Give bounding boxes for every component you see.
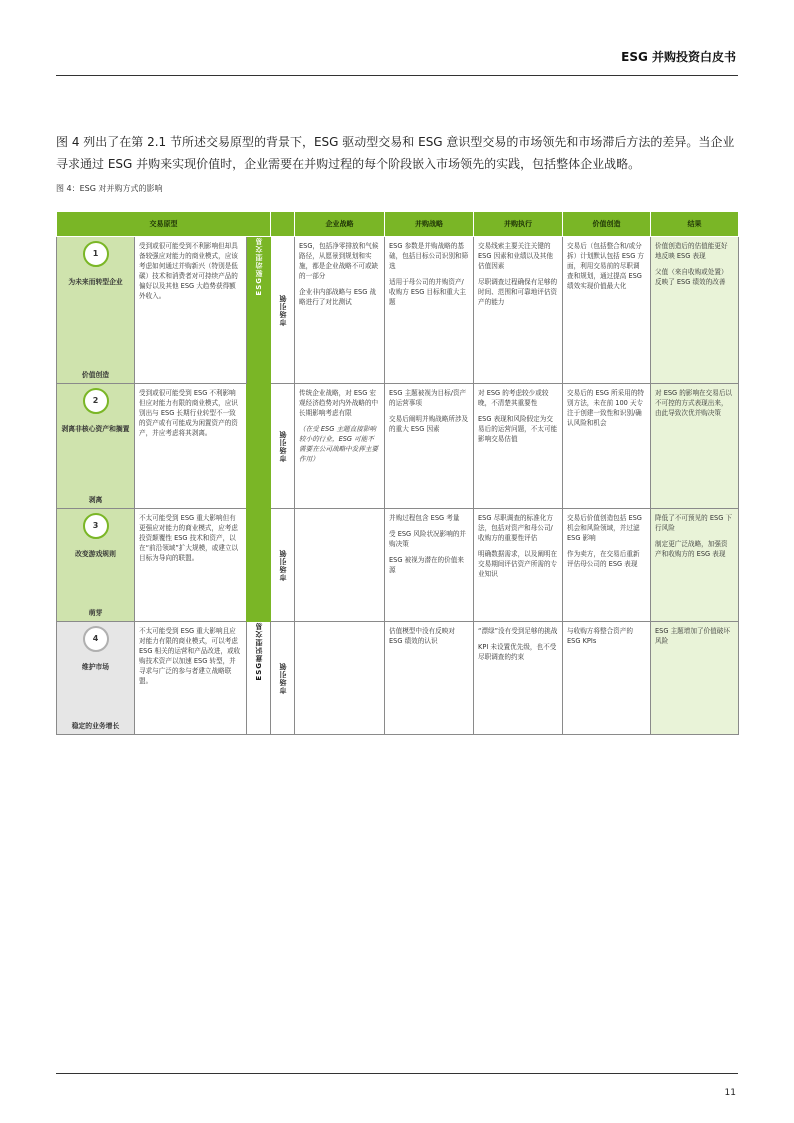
band-esg-driven	[247, 237, 271, 622]
header-archetype: 交易原型	[57, 212, 271, 237]
strategy-cell	[295, 384, 385, 509]
side-label-text: 市场引领	[278, 662, 287, 694]
strategy-cell	[295, 509, 385, 622]
cell-text: 对 ESG 的考虑较少或较晚，不清楚其重要性	[478, 389, 549, 407]
archetype-footer: 萌芽	[88, 609, 103, 617]
archetype-footer: 剥离	[88, 496, 103, 504]
side-label	[271, 237, 295, 384]
result-cell	[651, 622, 739, 735]
table-header-row	[57, 212, 739, 237]
figure-caption: 图 4：ESG 对并购方式的影响	[56, 184, 163, 193]
cell-text: 降低了不可预见的 ESG 下行风险	[655, 514, 733, 532]
archetype-cell	[57, 509, 135, 622]
archetype-number: 1	[83, 241, 109, 267]
archetype-cell	[57, 237, 135, 384]
header-ma-strategy: 并购战略	[385, 212, 474, 237]
cell-text: ESG 主题增加了价值破坏风险	[655, 627, 730, 645]
cell-text: ESG 主题被视为目标/资产的运营事项	[389, 389, 467, 407]
band-esg-aware	[247, 622, 271, 735]
archetype-name: 改变游戏规则	[75, 550, 116, 558]
header-rule	[56, 75, 738, 76]
strategy-cell	[295, 237, 385, 384]
cell-text: ESG 被视为潜在的价值来源	[389, 556, 464, 574]
band-esg-aware-label: ESG意识型交易	[254, 622, 263, 681]
ma-strategy-cell	[385, 509, 474, 622]
execution-cell	[474, 622, 563, 735]
archetype-footer: 稳定的业务增长	[71, 722, 120, 730]
side-label-text: 市场引领	[278, 430, 287, 462]
side-label-text: 市场引领	[278, 294, 287, 326]
cell-text: ESG，包括净零排放和气候路径，从愿景到规划和实施，都是企业战略不可或缺的一部分	[299, 242, 379, 280]
cell-text: 交易后价值创造包括 ESG 机会和风险领域，并过滤 ESG 影响	[567, 514, 642, 542]
archetype-description: 不太可能受到 ESG 重大影响但有更强应对能力的商业模式，应考虑投资颠覆性 ESG 技术和资产，以在“前沿领域”扩大规模，或建立以目标为导向的联盟。	[135, 509, 247, 622]
archetype-name: 为未来而转型企业	[68, 278, 123, 286]
cell-text: 企业非内部战略与 ESG 战略进行了对比测试	[299, 288, 377, 306]
header-value: 价值创造	[563, 212, 651, 237]
value-cell	[563, 509, 651, 622]
cell-text: 交易后阐明并购战略所涉及的重大 ESG 因素	[389, 415, 469, 433]
cell-text: ESG 参数是并购战略的基础，包括目标公司识别和筛选	[389, 242, 469, 270]
cell-text: 与收购方将整合资产的 ESG KPIs	[567, 627, 633, 645]
header-spacer	[271, 212, 295, 237]
side-label-text: 市场引领	[278, 549, 287, 581]
execution-cell	[474, 509, 563, 622]
cell-text: 父值（来自收购或处置）反映了 ESG 绩效的改善	[655, 268, 728, 286]
archetype-number: 3	[83, 513, 109, 539]
ma-strategy-cell	[385, 622, 474, 735]
archetype-description: 受到或很可能受到 ESG 不利影响但应对能力有限的商业模式，应识别出与 ESG 长期行业转型不一致的资产或有可能成为闲置资产的资产，并应考虑将其剥离。	[135, 384, 247, 509]
value-cell	[563, 384, 651, 509]
footer-rule	[56, 1073, 738, 1074]
cell-text: 适用于母公司的并购资产/收购方 ESG 目标和重大主题	[389, 278, 467, 306]
cell-text: 交易线索主要关注关键的 ESG 因素和业绩以及其他估值因素	[478, 242, 553, 270]
page-number: 11	[724, 1088, 736, 1098]
cell-text: 对 ESG 的影响在交易后以不可控的方式表现出来，由此导致次优并购决策	[655, 389, 733, 417]
table-row	[57, 622, 739, 735]
header-result: 结果	[651, 212, 739, 237]
side-label	[271, 622, 295, 735]
table-row	[57, 237, 739, 384]
cell-text: 交易后（包括整合和/或分拆）计划默认包括 ESG 方面，利用交易前的尽职调查和规划，通过提高 ESG 绩效实现价值最大化	[567, 242, 645, 290]
archetype-description: 不太可能受到 ESG 重大影响且应对能力有限的商业模式，可以考虑 ESG 相关的运营和产品改进，或收购技术资产以加速 ESG 转型，并寻求与广泛的参与者建立战略联盟。	[135, 622, 247, 735]
value-cell	[563, 237, 651, 384]
result-cell	[651, 384, 739, 509]
ma-strategy-cell	[385, 237, 474, 384]
archetype-name: 维护市场	[81, 663, 110, 671]
esg-impact-table	[56, 211, 739, 735]
execution-cell	[474, 384, 563, 509]
cell-text: KPI 未设置优先级，也不受尽职调查的约束	[478, 643, 557, 661]
value-cell	[563, 622, 651, 735]
archetype-number: 4	[83, 626, 109, 652]
cell-text: 受 ESG 风险状况影响的并购决策	[389, 530, 467, 548]
table-row	[57, 509, 739, 622]
archetype-cell	[57, 384, 135, 509]
archetype-description: 受到或很可能受到不利影响但却具备较强应对能力的商业模式，应该考虑如何通过并购新兴（特别是低碳）技术和消费者对可持续产品的偏好以及其他 ESG 大趋势获得额外收入。	[135, 237, 247, 384]
cell-text: 传统企业战略，对 ESG 宏观经济趋势对内外战略的中长期影响考虑有限	[299, 389, 379, 417]
cell-text: 估值模型中没有反映对 ESG 绩效的认识	[389, 627, 455, 645]
archetype-name: 剥离非核心资产和搁置	[61, 425, 130, 433]
ma-strategy-cell	[385, 384, 474, 509]
intro-paragraph: 图 4 列出了在第 2.1 节所述交易原型的背景下，ESG 驱动型交易和 ESG 意识型交易的市场领先和市场滞后方法的差异。当企业寻求通过 ESG 并购来实现价值时，企业需要在并购过程的每个阶段嵌入市场领先的实践，包括整体企业战略。	[56, 135, 735, 171]
execution-cell	[474, 237, 563, 384]
cell-text: 并购过程包含 ESG 考量	[389, 514, 460, 522]
cell-text: 交易后的 ESG 所采用的特别方法，未在前 100 天专注于创建一致性和识别/确认风险和机会	[567, 389, 645, 427]
header-strategy: 企业战略	[295, 212, 385, 237]
cell-text: 作为卖方，在交易后重新评估母公司的 ESG 表现	[567, 550, 640, 568]
result-cell	[651, 237, 739, 384]
cell-text: “漂绿”没有受到足够的挑战	[478, 627, 558, 635]
cell-text: （在受 ESG 主题直接影响较小的行业，ESG 可能不需要在公司战略中发挥主要作用）	[299, 425, 379, 463]
cell-text: 明确数据需求，以及阐明在交易期间评估资产所需的专业知识	[478, 550, 558, 578]
side-label	[271, 509, 295, 622]
band-esg-driven-label: ESG驱动型交易	[254, 237, 263, 296]
table-row	[57, 384, 739, 509]
cell-text: 价值创造后的估值能更好地反映 ESG 表现	[655, 242, 728, 260]
page-header-title: ESG 并购投资白皮书	[621, 50, 736, 64]
side-label	[271, 384, 295, 509]
header-execution: 并购执行	[474, 212, 563, 237]
archetype-footer: 价值创造	[81, 371, 110, 379]
cell-text: ESG 尽职调查的标准化方法，包括对资产和母公司/收购方的重要性评估	[478, 514, 553, 542]
archetype-number: 2	[83, 388, 109, 414]
cell-text: 尽职调查过程确保有足够的时间、范围和可靠地评估资产的能力	[478, 278, 558, 306]
cell-text: 制定更广泛战略，加强资产和收购方的 ESG 表现	[655, 540, 728, 558]
strategy-cell	[295, 622, 385, 735]
cell-text: ESG 表现和风险假定为交易后的运营问题，不太可能影响交易估值	[478, 415, 558, 443]
archetype-cell	[57, 622, 135, 735]
result-cell	[651, 509, 739, 622]
